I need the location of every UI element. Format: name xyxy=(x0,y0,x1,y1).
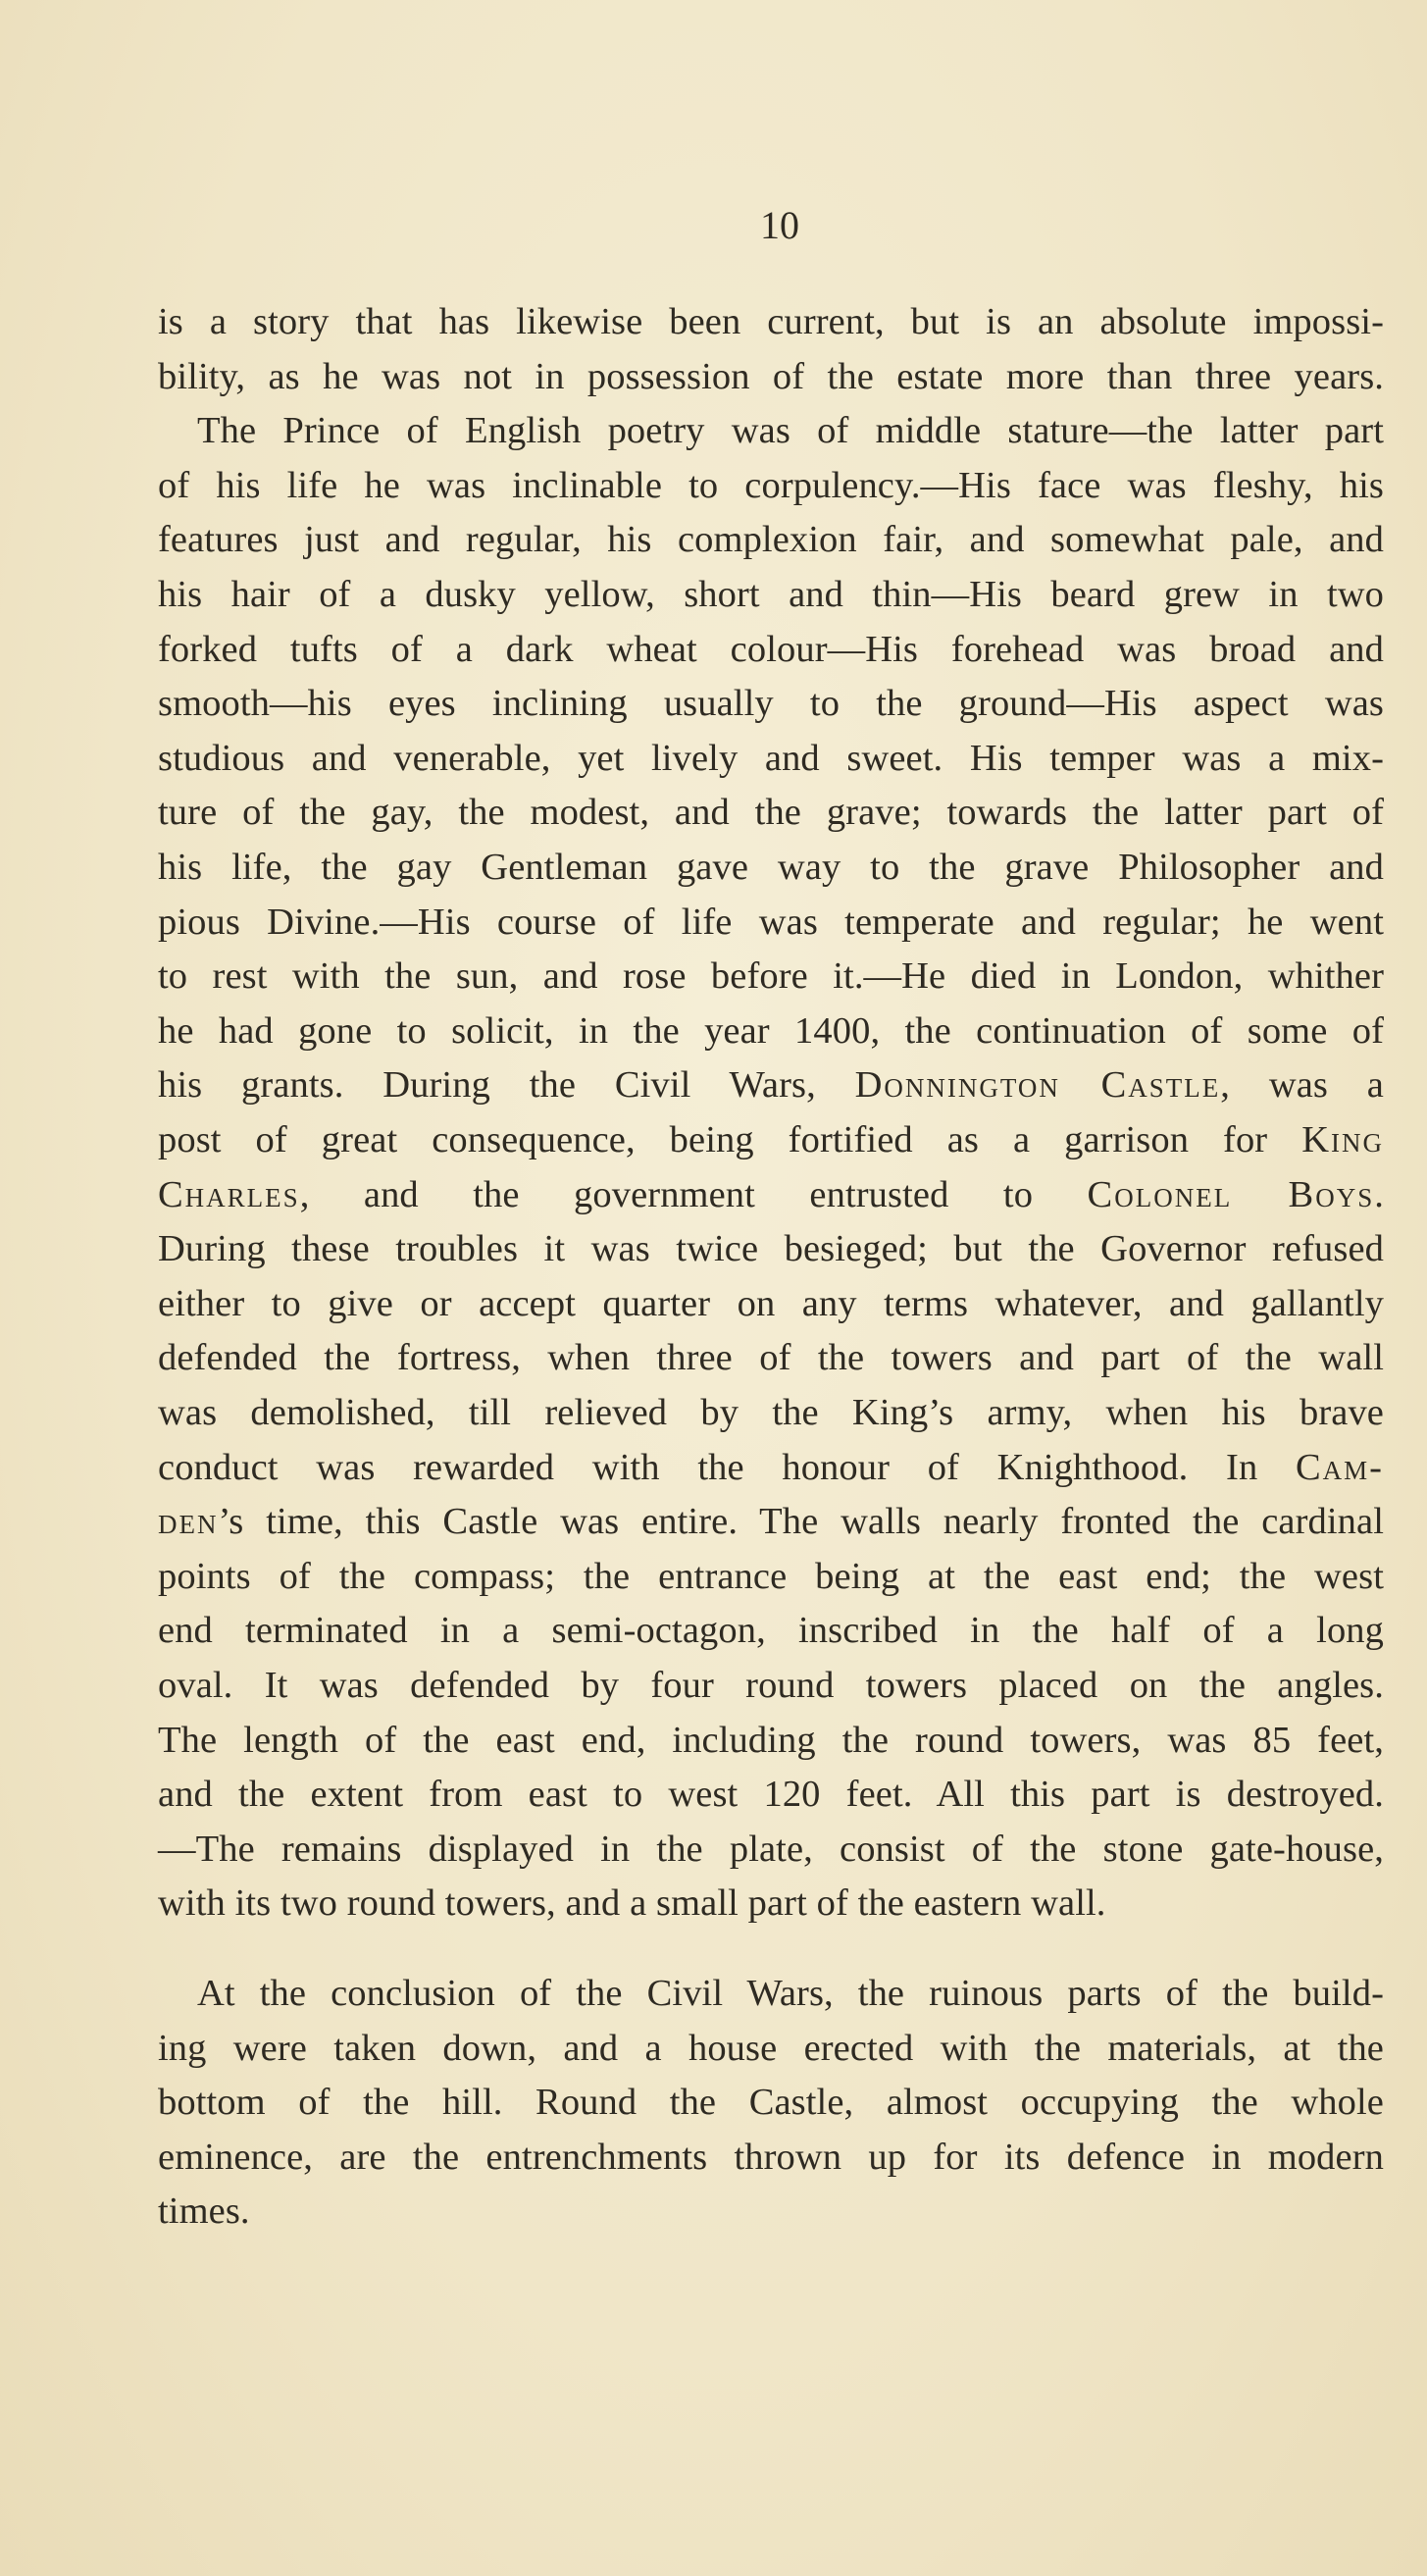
small-caps-text: Donnington Castle xyxy=(854,1064,1221,1107)
text-line xyxy=(158,1822,1384,1877)
text-segment: times. xyxy=(158,2190,250,2232)
text-line xyxy=(158,2130,1384,2185)
text-line xyxy=(158,676,1384,731)
text-line xyxy=(158,1167,1384,1222)
small-caps-text: den xyxy=(158,1501,219,1543)
text-segment: defended the fortress, when three of the towers and part of the wall xyxy=(158,1337,1384,1379)
text-segment: with its two round towers, and a small part of the eastern wall. xyxy=(158,1882,1106,1925)
text-segment: is a story that has likewise been current, but is an absolute impossi- xyxy=(158,301,1384,342)
text-line xyxy=(158,1276,1384,1331)
text-line xyxy=(158,1603,1384,1658)
text-line xyxy=(158,2021,1384,2076)
text-segment: At the conclusion of the Civil Wars, the ruinous parts of the build- xyxy=(197,1973,1384,2014)
text-segment: bottom of the hill. Round the Castle, almost occupying the whole xyxy=(158,2082,1384,2123)
page-number: 10 xyxy=(760,203,799,247)
text-line xyxy=(158,949,1384,1004)
text-segment: end terminated in a semi-octagon, inscribed in the half of a long xyxy=(158,1610,1384,1652)
text-segment: his hair of a dusky yellow, short and thin—His beard grew in two xyxy=(158,574,1384,615)
small-caps-text: King xyxy=(1301,1119,1384,1160)
text-line xyxy=(158,567,1384,622)
text-segment: —The remains displayed in the plate, consist of the stone gate-house, xyxy=(158,1828,1384,1870)
small-caps-text: Colonel Boys xyxy=(1087,1173,1375,1215)
text-segment: to rest with the sun, and rose before it.—He died in London, whither xyxy=(158,955,1384,998)
text-line xyxy=(158,1713,1384,1768)
text-segment: ing were taken down, and a house erected with the materials, at the xyxy=(158,2027,1384,2069)
text-segment: During these troubles it was twice besieged; but the Governor refused xyxy=(158,1228,1384,1270)
text-line xyxy=(158,2184,1384,2239)
text-segment: his life, the gay Gentleman gave way to the grave Philosopher and xyxy=(158,847,1384,888)
text-line xyxy=(158,1330,1384,1385)
text-line xyxy=(158,1385,1384,1440)
text-line xyxy=(158,785,1384,840)
text-line xyxy=(158,1876,1384,1931)
text-segment: post of great consequence, being fortified as a garrison for xyxy=(158,1119,1302,1160)
text-segment: was demolished, till relieved by the King’s army, when his brave xyxy=(158,1392,1384,1433)
text-segment: pious Divine.—His course of life was temperate and regular; he went xyxy=(158,901,1384,943)
text-segment: forked tufts of a dark wheat colour—His forehead was broad and xyxy=(158,628,1384,670)
text-line xyxy=(158,349,1384,404)
text-line xyxy=(158,458,1384,513)
text-segment: , and the government entrusted to xyxy=(299,1173,1088,1215)
text-line xyxy=(158,1057,1384,1112)
text-segment: ’s time, this Castle was entire. The walls nearly fronted the cardinal xyxy=(218,1501,1384,1543)
text-segment: The Prince of English poetry was of middle stature—the latter part xyxy=(197,410,1384,452)
text-segment: features just and regular, his complexion fair, and somewhat pale, and xyxy=(158,519,1384,561)
text-segment: eminence, are the entrenchments thrown up for its defence in modern xyxy=(158,2136,1384,2178)
text-line xyxy=(158,1221,1384,1276)
text-line xyxy=(158,1767,1384,1822)
text-line xyxy=(158,840,1384,895)
text-line xyxy=(158,1494,1384,1549)
text-segment: ture of the gay, the modest, and the grave; towards the latter part of xyxy=(158,792,1384,834)
text-segment: smooth—his eyes inclining usually to the ground—His aspect was xyxy=(158,683,1384,725)
small-caps-text: Cam- xyxy=(1295,1446,1384,1488)
text-segment: oval. It was defended by four round towers placed on the angles. xyxy=(158,1665,1384,1706)
text-segment: bility, as he was not in possession of the estate more than three years. xyxy=(158,355,1384,397)
text-segment: . xyxy=(1374,1173,1384,1215)
text-line xyxy=(158,2075,1384,2130)
text-segment: of his life he was inclinable to corpulency.—His face was fleshy, his xyxy=(158,464,1384,506)
text-line xyxy=(158,294,1384,349)
text-segment: The length of the east end, including the round towers, was 85 feet, xyxy=(158,1719,1384,1761)
text-segment: and the extent from east to west 120 feet. All this part is destroyed. xyxy=(158,1774,1384,1816)
text-line xyxy=(158,1549,1384,1604)
text-line xyxy=(197,1966,1384,2021)
small-caps-text: Charles xyxy=(158,1173,300,1215)
text-segment: either to give or accept quarter on any terms whatever, and gallantly xyxy=(158,1282,1384,1324)
text-segment: his grants. During the Civil Wars, xyxy=(158,1064,855,1107)
text-line xyxy=(158,1440,1384,1495)
text-line xyxy=(158,731,1384,786)
text-line xyxy=(158,512,1384,567)
text-segment: he had gone to solicit, in the year 1400, the continuation of some of xyxy=(158,1009,1384,1052)
text-segment: , was a xyxy=(1220,1064,1384,1107)
text-line xyxy=(158,1112,1384,1167)
text-segment: points of the compass; the entrance being at the east end; the west xyxy=(158,1555,1384,1597)
text-segment: studious and venerable, yet lively and sweet. His temper was a mix- xyxy=(158,737,1384,779)
text-line xyxy=(158,1004,1384,1058)
text-line xyxy=(158,1658,1384,1713)
text-line xyxy=(158,895,1384,950)
text-line xyxy=(158,622,1384,677)
text-segment: conduct was rewarded with the honour of Knighthood. In xyxy=(158,1446,1296,1488)
text-line xyxy=(197,403,1384,458)
